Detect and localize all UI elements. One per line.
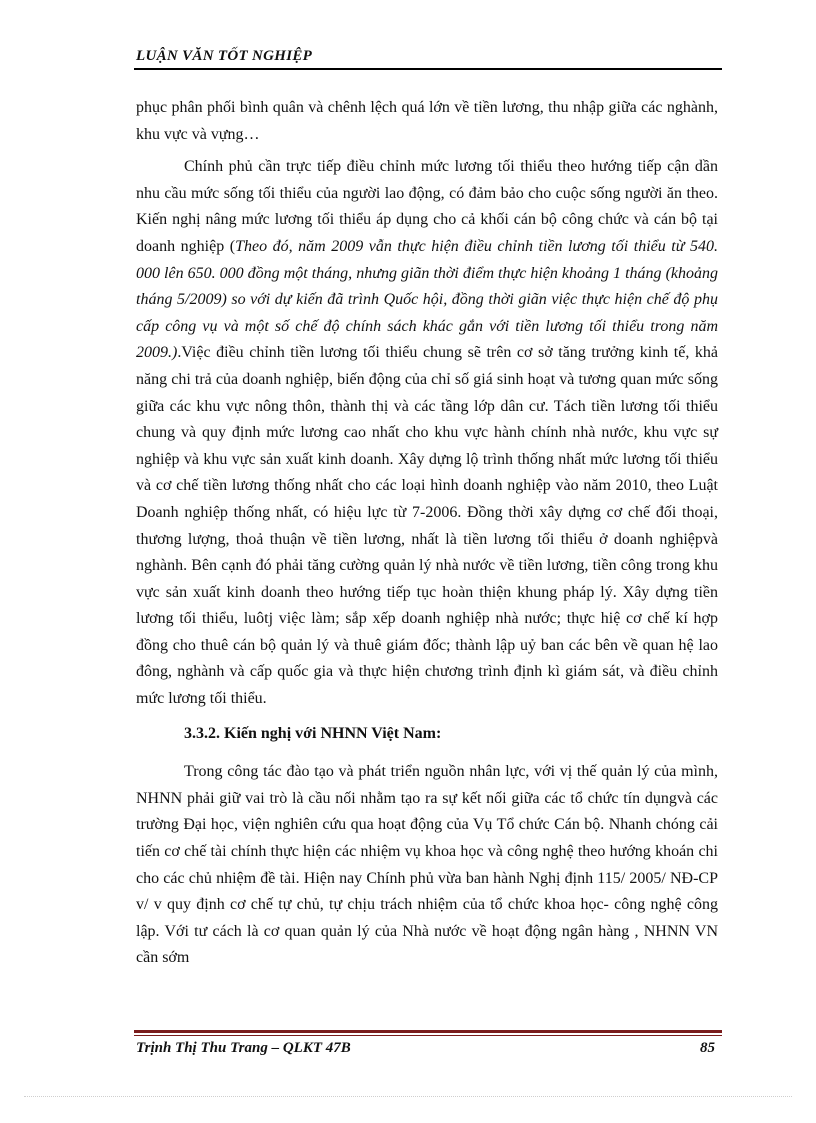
header-rule [134, 68, 722, 70]
page-edge-dotted [24, 1096, 792, 1097]
paragraph-minimum-wage-italic: Theo đó, năm 2009 vẫn thực hiện điều chỉnh tiền lương tối thiểu từ 540. 000 lên 650. 000 đồng một tháng, nhưng giãn thời điểm thực hiện khoảng 1 tháng (khoảng tháng 5/2009) so với dự kiến đã trình Quốc hội, đồng thời giãn việc thực hiện chế độ phụ cấp công vụ và một số chế độ chính sách khác gắn với tiền lương tối thiểu trong năm 2009.) [136, 237, 718, 362]
footer-rule-thick [134, 1030, 722, 1033]
paragraph-minimum-wage-lead: Chính phủ cần trực tiếp điều chỉnh mức lương tối thiểu theo hướng tiếp cận dần nhu cầu mức sống tối thiểu của người lao động, có đảm bảo cho cuộc sống người ăn theo. Kiến nghị nâng mức lương tối thiểu áp dụng cho cả khối cán bộ công chức và cán bộ tại doanh nghiệp ( [136, 158, 718, 255]
running-header-title: LUẬN VĂN TỐT NGHIỆP [136, 48, 313, 64]
paragraph-minimum-wage-rest: .Việc điều chỉnh tiền lương tối thiểu chung sẽ trên cơ sở tăng trưởng kinh tế, khả năng chi trả của doanh nghiệp, biến động của chỉ số giá sinh hoạt và tương quan mức sống giữa các khu vực nông thôn, thành thị và các tầng lớp dân cư. Tách tiền lương tối thiểu chung và quy định mức lương cao nhất cho khu vực hành chính nhà nước, khu vực sự nghiệp và khu vực sản xuất kinh doanh. Xây dựng lộ trình thống nhất mức lương tối thiểu và cơ chế tiền lương thống nhất cho các loại hình doanh nghiệp vào năm 2010, theo Luật Doanh nghiệp thống nhất, có hiệu lực từ 7-2006. Đồng thời xây dựng cơ chế đối thoại, thương lượng, thoả thuận về tiền lương, nhất là tiền lương tối thiểu ở doanh nghiệpvà nghành. Bên cạnh đó phải tăng cường quản lý nhà nước về tiền lương, tiền công trong khu vực sản xuất kinh doanh theo hướng tiếp tục hoàn thiện khung pháp lý. Xây dựng tiền lương tối thiểu, luôtj việc làm; sắp xếp doanh nghiệp nhà nước; thực hiệ cơ chế kí hợp đồng cho thuê cán bộ quản lý và thuê giám đốc; thành lập uỷ ban các bên về quan hệ lao đông, nghành và cấp quốc gia và thực hiện chương trình định kì giám sát, và điều chỉnh mức lương tối thiểu. [136, 344, 718, 708]
page-number: 85 [700, 1040, 715, 1056]
section-heading-3-3-2: 3.3.2. Kiến nghị với NHNN Việt Nam: [184, 724, 442, 742]
paragraph-continuation: phục phân phối bình quân và chênh lệch quá lớn về tiền lương, thu nhập giữa các nghành, khu vực và vựng… [136, 99, 718, 143]
paragraph-nhnn: Trong công tác đào tạo và phát triển nguồn nhân lực, với vị thế quản lý của mình, NHNN phải giữ vai trò là cầu nối nhằm tạo ra sự kết nối giữa các tổ chức tín dụngvà các trường Đại học, viện nghiên cứu qua hoạt động của Vụ Tổ chức Cán bộ. Nhanh chóng cải tiến cơ chế tài chính thực hiện các nhiệm vụ khoa học và công nghệ theo hướng khoán chi cho các chủ nhiệm đề tài. Hiện nay Chính phủ vừa ban hành Nghị định 115/ 2005/ NĐ-CP v/ v quy định cơ chế tự chủ, tự chịu trách nhiệm của tổ chức khoa học- công nghệ công lập. Với tư cách là cơ quan quản lý của Nhà nước về hoạt động ngân hàng , NHNN VN cần sớm [136, 763, 718, 967]
paragraph-minimum-wage [136, 154, 718, 712]
footer-author: Trịnh Thị Thu Trang – QLKT 47B [136, 1040, 351, 1056]
page-body [136, 95, 718, 978]
footer-rule-thin [134, 1035, 722, 1036]
